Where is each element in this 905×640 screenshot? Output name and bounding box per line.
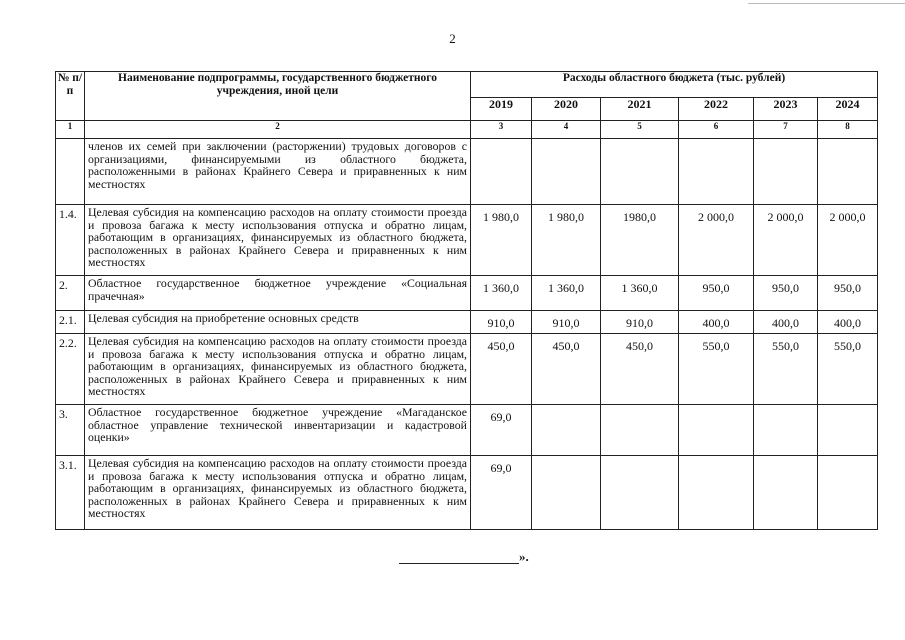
row-number: [56, 139, 85, 205]
closing-rule: [399, 551, 519, 564]
table-row: [56, 405, 878, 456]
column-number: 5: [601, 121, 679, 139]
row-value-2022: [679, 405, 754, 456]
header-num: № п/п: [56, 72, 85, 121]
closing-mark: ».: [519, 549, 529, 564]
row-value-2019: 910,0: [471, 311, 532, 334]
header-year: 2023: [754, 98, 818, 121]
row-name: Областное государственное бюджетное учреждение «Социальная прачечная»: [85, 276, 471, 311]
row-name: членов их семей при заключении (расторжении) трудовых договоров с организациями, финансируемыми из областного бюджета, расположенными в районах Крайнего Севера и приравненных к ним местностях: [85, 139, 471, 205]
row-name: Целевая субсидия на компенсацию расходов на оплату стоимости проезда и провоза багажа к месту использования отпуска и обратно лицам, работающим в организациях, финансируемых из областного бюджета, расположенных в районах Крайнего Севера и приравненных к ним местностях: [85, 334, 471, 405]
row-value-2023: 2 000,0: [754, 205, 818, 276]
column-number: 2: [85, 121, 471, 139]
row-value-2023: 550,0: [754, 334, 818, 405]
row-value-2022: [679, 456, 754, 530]
table-row: [56, 334, 878, 405]
table-row: [56, 456, 878, 530]
row-value-2020: [532, 139, 601, 205]
row-value-2019: 1 980,0: [471, 205, 532, 276]
table-row: [56, 139, 878, 205]
page-number: 2: [449, 31, 456, 46]
row-value-2024: 2 000,0: [818, 205, 878, 276]
row-number: 1.4.: [56, 205, 85, 276]
row-value-2024: [818, 456, 878, 530]
column-number: 3: [471, 121, 532, 139]
row-value-2020: 450,0: [532, 334, 601, 405]
row-value-2021: [601, 456, 679, 530]
header-year: 2024: [818, 98, 878, 121]
row-number: 2.2.: [56, 334, 85, 405]
column-number: 1: [56, 121, 85, 139]
row-value-2023: 950,0: [754, 276, 818, 311]
row-value-2022: 950,0: [679, 276, 754, 311]
row-value-2022: 550,0: [679, 334, 754, 405]
row-value-2020: 910,0: [532, 311, 601, 334]
row-value-2019: 69,0: [471, 405, 532, 456]
table-row: [56, 205, 878, 276]
row-value-2019: 450,0: [471, 334, 532, 405]
header-year: 2020: [532, 98, 601, 121]
row-number: 2.1.: [56, 311, 85, 334]
row-value-2022: [679, 139, 754, 205]
row-name: Областное государственное бюджетное учреждение «Магаданское областное управление технической инвентаризации и кадастровой оценки»: [85, 405, 471, 456]
column-number-row: [56, 121, 878, 139]
column-number: 8: [818, 121, 878, 139]
row-value-2021: [601, 139, 679, 205]
header-year: 2022: [679, 98, 754, 121]
row-value-2023: [754, 456, 818, 530]
row-name: Целевая субсидия на компенсацию расходов на оплату стоимости проезда и провоза багажа к месту использования отпуска и обратно лицам, работающим в организациях, финансируемых из областного бюджета, расположенных в районах Крайнего Севера и приравненных к ним местностях: [85, 205, 471, 276]
row-value-2021: [601, 405, 679, 456]
budget-table: [55, 71, 878, 530]
row-value-2023: 400,0: [754, 311, 818, 334]
header-spending: Расходы областного бюджета (тыс. рублей): [471, 72, 878, 98]
row-number: 2.: [56, 276, 85, 311]
header-name: Наименование подпрограммы, государственного бюджетного учреждения, иной цели: [85, 72, 471, 121]
row-value-2019: 69,0: [471, 456, 532, 530]
table-row: [56, 276, 878, 311]
row-value-2019: [471, 139, 532, 205]
row-value-2021: 1 360,0: [601, 276, 679, 311]
row-value-2020: [532, 405, 601, 456]
row-value-2023: [754, 405, 818, 456]
row-value-2020: [532, 456, 601, 530]
row-value-2022: 2 000,0: [679, 205, 754, 276]
row-value-2024: 400,0: [818, 311, 878, 334]
row-value-2023: [754, 139, 818, 205]
header-year: 2021: [601, 98, 679, 121]
row-number: 3.1.: [56, 456, 85, 530]
row-value-2020: 1 360,0: [532, 276, 601, 311]
row-value-2021: 450,0: [601, 334, 679, 405]
row-value-2021: 910,0: [601, 311, 679, 334]
row-value-2019: 1 360,0: [471, 276, 532, 311]
row-value-2021: 1980,0: [601, 205, 679, 276]
row-value-2024: 550,0: [818, 334, 878, 405]
column-number: 7: [754, 121, 818, 139]
row-value-2024: 950,0: [818, 276, 878, 311]
row-name: Целевая субсидия на приобретение основных средств: [85, 311, 471, 334]
row-value-2022: 400,0: [679, 311, 754, 334]
column-number: 6: [679, 121, 754, 139]
row-value-2024: [818, 405, 878, 456]
row-value-2024: [818, 139, 878, 205]
row-name: Целевая субсидия на компенсацию расходов на оплату стоимости проезда и провоза багажа к месту использования отпуска и обратно лицам, работающим в организациях, финансируемых из областного бюджета, расположенных в районах Крайнего Севера и приравненных к ним местностях: [85, 456, 471, 530]
table-row: [56, 311, 878, 334]
header-year: 2019: [471, 98, 532, 121]
row-value-2020: 1 980,0: [532, 205, 601, 276]
column-number: 4: [532, 121, 601, 139]
row-number: 3.: [56, 405, 85, 456]
corner-rule: [748, 3, 905, 4]
